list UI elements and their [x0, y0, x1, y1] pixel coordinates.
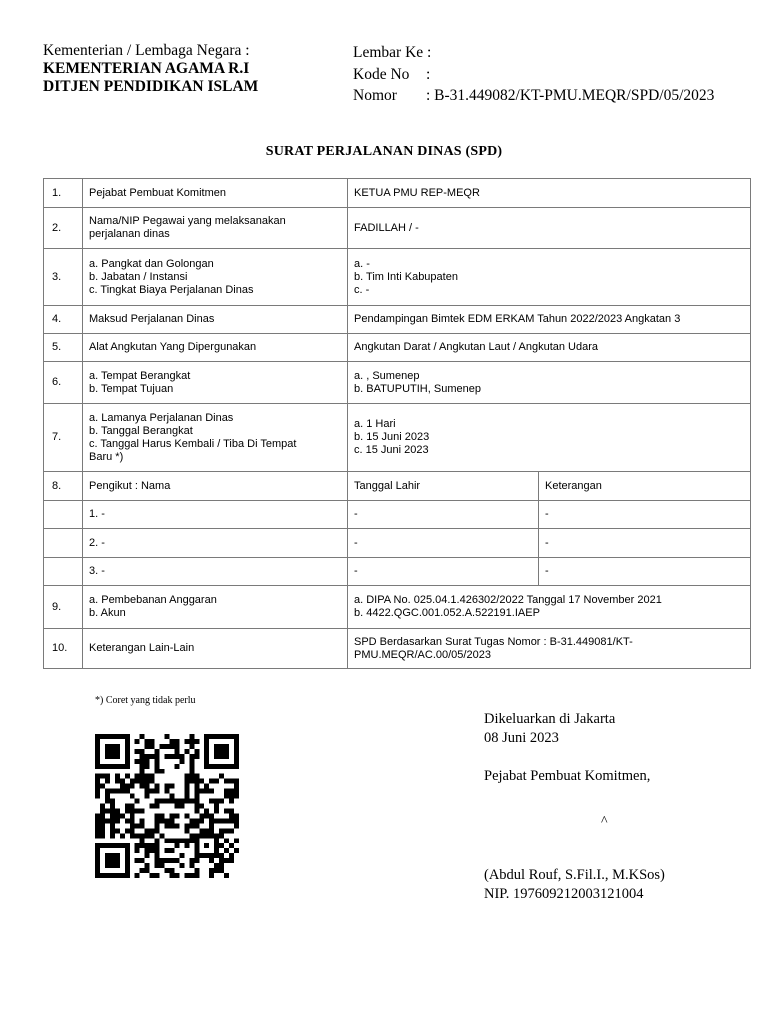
row-number: 3.: [44, 249, 83, 306]
row-value-line: a. DIPA No. 025.04.1.426302/2022 Tanggal 17 November 2021: [354, 594, 662, 606]
ministry-block: [43, 42, 258, 96]
row-value: [348, 362, 751, 404]
signature-mark: ^: [601, 814, 608, 829]
row-label-line: Baru *): [89, 450, 124, 463]
row-number: 10.: [44, 629, 83, 669]
column-header-dob: Tanggal Lahir: [348, 472, 539, 501]
nomor-value: : B-31.449082/KT-PMU.MEQR/SPD/05/2023: [426, 87, 715, 104]
row-label: [83, 208, 348, 249]
row-number: 7.: [44, 404, 83, 472]
table-row: [44, 208, 751, 249]
document-title: SURAT PERJALANAN DINAS (SPD): [265, 144, 503, 159]
row-number: 8.: [44, 472, 83, 501]
row-number: 2.: [44, 208, 83, 249]
table-row: [44, 249, 751, 306]
lembar-label: Lembar Ke :: [353, 44, 432, 61]
row-label: [83, 404, 348, 472]
follower-row: [44, 529, 751, 558]
ministry-name: KEMENTERIAN AGAMA R.I: [43, 60, 250, 77]
spd-table: [43, 178, 751, 669]
issued-at: Dikeluarkan di Jakarta: [484, 711, 616, 727]
kode-row: [353, 64, 714, 86]
nomor-label: Nomor: [353, 87, 397, 104]
row-value: FADILLAH / -: [348, 208, 751, 249]
row-value: [348, 586, 751, 629]
row-label: [83, 586, 348, 629]
row-value: [348, 404, 751, 472]
table-row: [44, 629, 751, 669]
nomor-row: [353, 85, 714, 107]
row-value-line: b. BATUPUTIH, Sumenep: [354, 382, 481, 395]
column-header-note: Keterangan: [539, 472, 751, 501]
follower-note: -: [539, 558, 751, 586]
footnote: *) Coret yang tidak perlu: [95, 695, 196, 706]
follower-dob: -: [348, 558, 539, 586]
kode-label: Kode No: [353, 65, 410, 83]
signer-name: (Abdul Rouf, S.Fil.I., M.KSos): [484, 867, 665, 883]
row-number: 4.: [44, 306, 83, 334]
follower-note: -: [539, 529, 751, 558]
row-value-line: c. -: [354, 283, 370, 296]
row-value-line: c. 15 Juni 2023: [354, 444, 429, 456]
row-label: Maksud Perjalanan Dinas: [83, 306, 348, 334]
row-number: 1.: [44, 179, 83, 208]
signer-position: Pejabat Pembuat Komitmen,: [484, 768, 651, 784]
table-row: [44, 404, 751, 472]
row-value-line: PMU.MEQR/AC.00/05/2023: [354, 648, 491, 661]
row-number-empty: [44, 558, 83, 586]
row-label: [83, 249, 348, 306]
follower-row: [44, 558, 751, 586]
row-value: [348, 629, 751, 669]
row-label-line: perjalanan dinas: [89, 228, 170, 240]
row-label: Pengikut : Nama: [83, 472, 348, 501]
row-label-line: a. Lamanya Perjalanan Dinas: [89, 411, 234, 424]
directorate-name: DITJEN PENDIDIKAN ISLAM: [43, 78, 259, 95]
table-row: [44, 362, 751, 404]
table-row: [44, 586, 751, 629]
row-value-line: SPD Berdasarkan Surat Tugas Nomor : B-31.449081/KT-: [354, 635, 633, 648]
row-label-line: a. Pembebanan Anggaran: [89, 594, 217, 606]
table-row: [44, 306, 751, 334]
follower-dob: -: [348, 529, 539, 558]
row-label: Keterangan Lain-Lain: [83, 629, 348, 669]
row-number-empty: [44, 501, 83, 529]
kode-value: :: [426, 65, 431, 83]
row-label-line: Nama/NIP Pegawai yang melaksanakan: [89, 215, 286, 227]
row-number: 6.: [44, 362, 83, 404]
row-label-line: b. Jabatan / Instansi: [89, 270, 188, 283]
row-value-line: a. -: [354, 257, 370, 270]
row-label-line: c. Tanggal Harus Kembali / Tiba Di Tempat: [89, 437, 297, 450]
row-label-line: b. Tanggal Berangkat: [89, 424, 193, 437]
row-value-line: b. 15 Juni 2023: [354, 431, 430, 443]
follower-row: [44, 501, 751, 529]
row-label-line: b. Akun: [89, 607, 126, 619]
row-value-line: a. 1 Hari: [354, 418, 396, 430]
row-label-line: b. Tempat Tujuan: [89, 382, 174, 395]
table-row: [44, 179, 751, 208]
qr-code-icon: [95, 734, 239, 878]
table-row: [44, 334, 751, 362]
row-value-line: a. , Sumenep: [354, 369, 420, 382]
signer-block: [484, 866, 665, 904]
row-value: Angkutan Darat / Angkutan Laut / Angkutan Udara: [348, 334, 751, 362]
spacer: [484, 748, 650, 767]
row-label: [83, 362, 348, 404]
issued-date: 08 Juni 2023: [484, 730, 559, 746]
signer-nip: NIP. 197609212003121004: [484, 886, 644, 902]
table-row: [44, 472, 751, 501]
row-label-line: c. Tingkat Biaya Perjalanan Dinas: [89, 283, 254, 296]
follower-dob: -: [348, 501, 539, 529]
row-label-line: a. Pangkat dan Golongan: [89, 257, 214, 270]
follower-name: 3. -: [83, 558, 348, 586]
row-value: Pendampingan Bimtek EDM ERKAM Tahun 2022/2023 Angkatan 3: [348, 306, 751, 334]
signature-block: [484, 710, 650, 786]
row-number: 5.: [44, 334, 83, 362]
lembar-row: [353, 42, 714, 64]
row-value: KETUA PMU REP-MEQR: [348, 179, 751, 208]
follower-name: 1. -: [83, 501, 348, 529]
row-value-line: b. 4422.QGC.001.052.A.522191.IAEP: [354, 607, 540, 619]
row-value: [348, 249, 751, 306]
row-label: Pejabat Pembuat Komitmen: [83, 179, 348, 208]
row-value-line: b. Tim Inti Kabupaten: [354, 270, 458, 283]
row-number-empty: [44, 529, 83, 558]
row-number: 9.: [44, 586, 83, 629]
row-label: Alat Angkutan Yang Dipergunakan: [83, 334, 348, 362]
row-label-line: a. Tempat Berangkat: [89, 369, 191, 382]
document-number-block: [353, 42, 714, 107]
ministry-label: Kementerian / Lembaga Negara :: [43, 42, 250, 59]
follower-name: 2. -: [83, 529, 348, 558]
follower-note: -: [539, 501, 751, 529]
